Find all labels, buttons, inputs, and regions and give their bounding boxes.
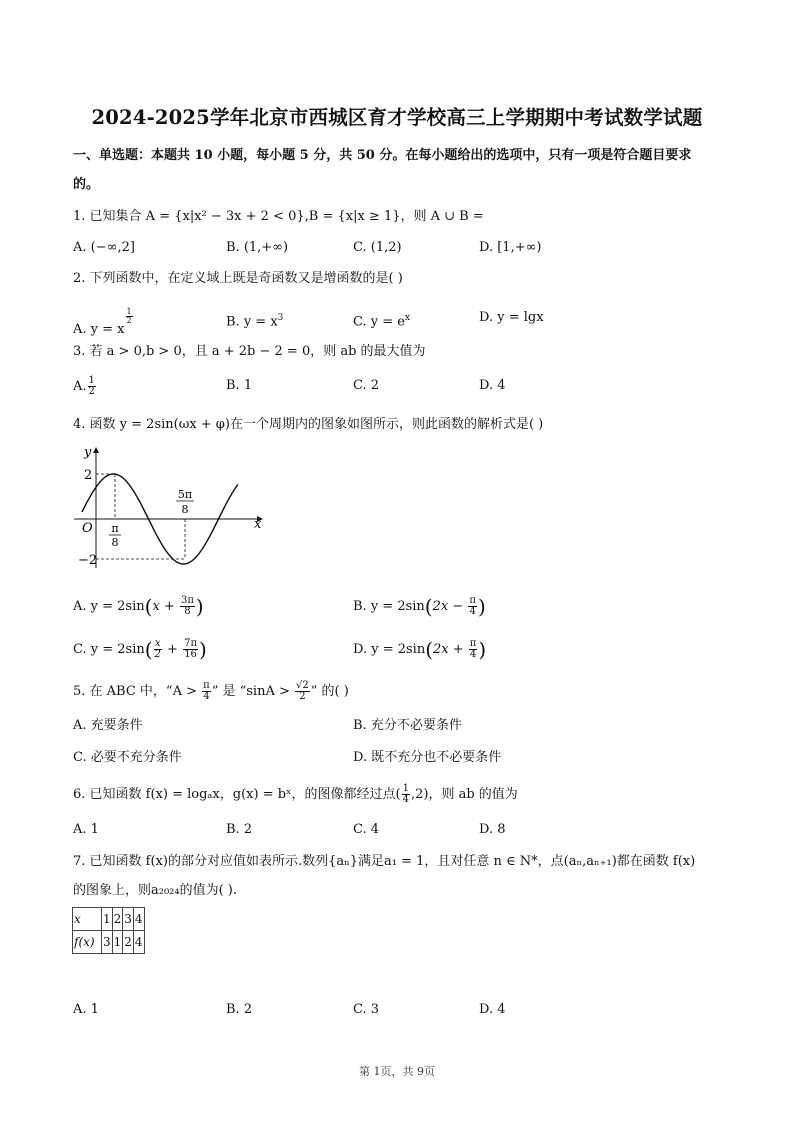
q4-b-fraction — [468, 596, 477, 617]
table-cell: 3 — [102, 931, 113, 954]
q2-exp-den: 2 — [126, 316, 132, 325]
q4-c-num1: x — [154, 638, 161, 649]
x-tick-pi-8-den: 8 — [111, 536, 119, 549]
table-row — [73, 908, 145, 931]
q3-a-num: 1 — [88, 375, 95, 386]
q7-option-c: C. 3 — [353, 1002, 380, 1017]
q4-c-prefix: C. y = 2sin — [73, 642, 145, 657]
q3-option-b: B. 1 — [226, 378, 253, 393]
q4-c-den2: 16 — [184, 649, 197, 660]
q2-option-b — [226, 308, 283, 332]
q6-stem-post: ,2)，则 ab 的值为 — [411, 787, 518, 802]
q3-option-c: C. 2 — [353, 378, 380, 393]
q2-option-c-exp: x — [404, 313, 411, 323]
q6-option-a: A. 1 — [73, 822, 99, 837]
table-header-fx: f(x) — [73, 931, 102, 954]
question-5-stem — [73, 680, 349, 704]
table-cell: 1 — [102, 908, 113, 931]
q4-b-inner: 2x − — [432, 599, 468, 614]
q3-option-a-label: A. — [73, 379, 87, 394]
y-axis-label: y — [84, 445, 92, 460]
q1-option-a: A. (−∞,2] — [73, 240, 135, 255]
q2-option-c-base: C. y = e — [353, 314, 405, 330]
x-tick-5pi-8-den: 8 — [181, 503, 189, 516]
question-5-options-row1 — [73, 716, 773, 738]
q4-a-den: 8 — [184, 606, 191, 617]
question-4-options-row2 — [73, 639, 773, 665]
q4-d-fraction — [469, 639, 478, 660]
q4-c-fraction-1 — [154, 639, 162, 660]
table-row — [73, 931, 145, 954]
q4-b-num: π — [469, 595, 476, 606]
q5-den2: 2 — [299, 691, 306, 702]
q4-a-inner: x + — [152, 599, 179, 614]
function-value-table — [72, 907, 145, 954]
q4-c-plus: + — [162, 642, 183, 657]
question-4-stem: 4. 函数 y = 2sin(ωx + φ)在一个周期内的图象如图所示，则此函数的解析式是( ) — [73, 417, 544, 432]
q5-fraction-pi-4 — [202, 681, 211, 702]
q4-b-den: 4 — [469, 606, 476, 617]
q4-option-c: C. y = 2sin( $\frac{x}{2}$ + $\frac{7\pi}{16}$ ) — [73, 637, 207, 662]
q5-stem-post: ” 的( ) — [310, 684, 349, 699]
q4-option-d: D. y = 2sin(2x + $\frac{\pi}{4}$ ) — [353, 637, 487, 662]
q5-den1: 4 — [203, 691, 210, 702]
q3-option-d: D. 4 — [479, 378, 506, 393]
q4-c-fraction-2 — [183, 639, 198, 660]
q2-exp-num: 1 — [126, 307, 132, 316]
q6-den: 4 — [402, 794, 409, 805]
q5-fraction-sqrt2-2 — [295, 681, 310, 702]
page-title: 2024-2025学年北京市西城区育才学校高三上学期期中考试数学试题 — [91, 106, 703, 129]
question-7-options — [73, 1000, 773, 1022]
q6-fraction-1-4 — [402, 784, 410, 805]
table-cell: 4 — [133, 931, 144, 954]
q7-option-a: A. 1 — [73, 1002, 99, 1017]
question-6-options — [73, 820, 773, 842]
sine-graph-figure — [70, 440, 270, 572]
q4-a-num: 3π — [180, 595, 194, 606]
q2-option-a-exponent — [126, 308, 133, 325]
q4-b-prefix: B. y = 2sin — [353, 599, 425, 614]
question-1-options — [73, 238, 773, 260]
table-cell: 2 — [123, 931, 134, 954]
question-7-stem: 7. 已知函数 f(x)的部分对应值如表所示.数列{aₙ}满足a₁ = 1，且对任意 n ∈ N*，点(aₙ,aₙ₊₁)都在函数 f(x) — [73, 854, 696, 869]
table-cell: 1 — [112, 931, 123, 954]
q6-num: 1 — [402, 783, 409, 794]
question-3-stem: 3. 若 a > 0,b > 0，且 a + 2b − 2 = 0，则 ab 的最大值为 — [73, 344, 426, 359]
q3-option-a-fraction — [88, 376, 96, 397]
q2-option-b-exp: 3 — [277, 313, 284, 323]
q5-stem-mid: ” 是 “sinA > — [211, 684, 295, 699]
page-footer: 第 1页，共 9页 — [359, 1065, 435, 1078]
question-4-options-row1 — [73, 596, 773, 622]
q4-d-prefix: D. y = 2sin — [353, 642, 426, 657]
q4-option-a: A. y = 2sin(x + $\frac{3\pi}{8}$ ) — [73, 594, 204, 619]
q7-option-b: B. 2 — [226, 1002, 253, 1017]
q4-d-inner: 2x + — [433, 642, 468, 657]
q5-option-b: B. 充分不必要条件 — [353, 718, 462, 733]
question-7-stem-cont: 的图象上，则a₂₀₂₄的值为( ). — [73, 883, 238, 898]
q5-option-c: C. 必要不充分条件 — [73, 750, 182, 765]
q4-c-num2: 7π — [184, 638, 198, 649]
q1-option-b: B. (1,+∞) — [226, 240, 289, 255]
q6-option-d: D. 8 — [479, 822, 506, 837]
q4-d-num: π — [469, 638, 477, 649]
q3-a-den: 2 — [88, 386, 95, 397]
q4-a-prefix: A. y = 2sin — [73, 599, 145, 614]
q4-a-fraction — [180, 596, 195, 617]
q5-option-d: D. 既不充分也不必要条件 — [353, 750, 502, 765]
question-3-options — [73, 376, 773, 398]
q5-num2: √2 — [296, 680, 309, 691]
q2-option-a — [73, 308, 134, 340]
question-2-stem: 2. 下列函数中，在定义域上既是奇函数又是增函数的是( ) — [73, 271, 403, 286]
q7-option-d: D. 4 — [479, 1002, 506, 1017]
q6-option-c: C. 4 — [353, 822, 380, 837]
y-tick-2: 2 — [84, 468, 93, 483]
q1-option-c: C. (1,2) — [353, 240, 402, 255]
q5-stem-pre: 5. 在 ABC 中，“A > — [73, 684, 202, 699]
q4-c-den1: 2 — [154, 649, 161, 660]
q5-num1: π — [203, 680, 210, 691]
q4-d-den: 4 — [469, 649, 477, 660]
question-5-options-row2 — [73, 748, 773, 770]
q4-option-b: B. y = 2sin(2x − $\frac{\pi}{4}$ ) — [353, 594, 486, 619]
q1-option-d: D. [1,+∞) — [479, 240, 542, 255]
question-1-stem: 1. 已知集合 A = {x|x² − 3x + 2 < 0},B = {x|x ≥ 1}，则 A ∪ B = — [73, 209, 484, 224]
table-cell: 4 — [133, 908, 144, 931]
q6-stem-pre: 6. 已知函数 f(x) = logₐx，g(x) = bˣ，的图像都经过点( — [73, 787, 401, 802]
q3-option-a — [73, 376, 97, 397]
q2-option-d: D. y = lgx — [479, 310, 544, 325]
x-tick-5pi-8-num: 5π — [177, 488, 193, 501]
question-6-stem — [73, 783, 518, 807]
table-cell: 2 — [112, 908, 123, 931]
table-cell: 3 — [123, 908, 134, 931]
origin-label: O — [82, 521, 93, 536]
q2-option-c — [353, 308, 410, 332]
question-2-options — [73, 307, 773, 337]
q2-option-b-base: B. y = x — [226, 314, 278, 330]
table-header-x: x — [73, 908, 102, 931]
x-tick-pi-8-num: π — [111, 522, 119, 535]
q6-option-b: B. 2 — [226, 822, 253, 837]
y-tick-neg2: −2 — [78, 553, 98, 568]
section-instructions: 一、单选题：本题共 10 小题，每小题 5 分，共 50 分。在每小题给出的选项中，只有一项是符合题目要求 — [73, 148, 692, 163]
q5-option-a: A. 充要条件 — [73, 718, 143, 733]
q2-option-a-base: A. y = x — [73, 322, 125, 337]
section-instructions-cont: 的。 — [73, 177, 100, 192]
x-axis-label: x — [254, 517, 262, 532]
